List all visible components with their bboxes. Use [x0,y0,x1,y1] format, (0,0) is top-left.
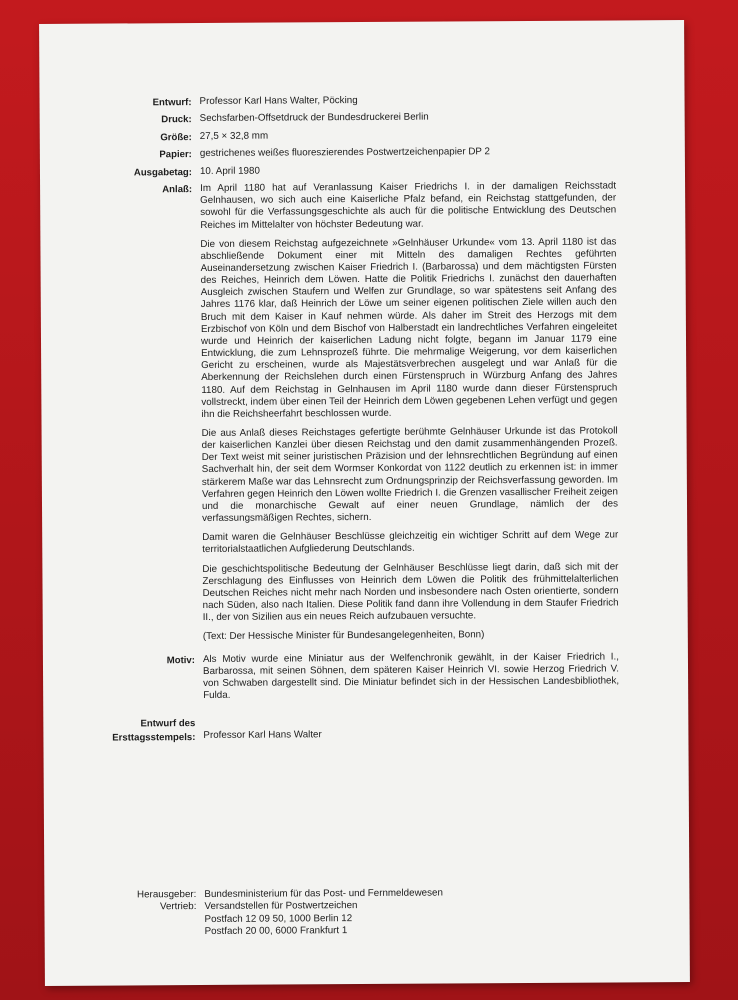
druck-value: Sechsfarben-Offsetdruck der Bundesdruckerei Berlin [199,112,429,125]
motiv-paragraph: Als Motiv wurde eine Miniatur aus der Welfenchronik gewählt, in der Kaiser Friedrich I., Barbarossa, mit seinen Söhnen, dem späteren Kaiser Heinrich VI. sowie Herzog Friedrich V. von Schwaben dargestellt sind. Die Miniatur befindet sich in der Hessischen Landesbibliothek, Fulda. [202,650,620,701]
anlass-paragraph: Die von diesem Reichstag aufgezeichnete »Gelnhäuser Urkunde« vom 13. April 1180 ist das abschließende Dokument einer mit Mitteln des damaligen Rechtes geführten Auseinandersetzung zwischen Kaiser Friedrich I. (Barbarossa) und dem mächtigsten Fürsten des Reiches, Heinrich dem Löwen. Hatte die Politik Friedrichs I. zunächst den dauerhaften Ausgleich zwischen Staufern und Welfen zur Grundlage, so war spätestens seit Anfang des Jahres 1176 klar, daß Heinrich der Löwe um seiner eigenen politischen Ziele willen auch den Bruch mit dem Kaiser in Kauf nehmen würde. Als daher im Streit des Herzogs mit dem Erzbischof von Köln und dem Bischof von Halberstadt ein landrechtliches Verfahren eingeleitet wurde und Heinrich der kaiserlichen Ladung nicht folgte, begann im Januar 1179 eine Entwicklung, die zum Lehnsprozeß führte. Die mehrmalige Weigerung, vor dem kaiserlichen Gericht zu erscheinen, wurde als Majestätsverbrechen ausgelegt und war Anlaß für die Aberkennung der Reichslehen durch einen Fürstenspruch in Würzburg Anfang des Jahres 1180. Auf dem Reichstag in Gelnhausen im April 1180 wurde dann dieser Fürstenspruch vollstreckt, indem über einen Teil der Heinrich dem Löwen gegebenen Lehen verfügt und gegen ihn die Reichsheerfahrt beschlossen wurde. [200,236,618,420]
vertrieb-label: Vertrieb: [159,901,197,913]
document-sheet [39,20,690,986]
anlass-label: Anlaß: [162,184,193,196]
ausgabetag-value: 10. April 1980 [199,165,260,177]
anlass-text [200,180,619,649]
ersttagsstempel-label-line1: Entwurf des [140,718,196,730]
anlass-paragraph: Die geschichtspolitische Bedeutung der Gelnhäuser Beschlüsse liegt darin, daß sich mit der Zerschlagung des Einflusses von Heinrich dem Löwen die Politik des frühmittelalterlichen Deutschen Reiches nicht mehr nach Norden und insbesondere nach Osten orientierte, sondern nach Süden, also nach Italien. Diese Politik fand dann ihre Vollendung in dem Staufer Friedrich II., der von Sizilien aus ein neues Reich aufzubauen versuchte. [202,561,619,624]
row-entwurf [40,93,685,110]
anlass-paragraph: Im April 1180 hat auf Veranlassung Kaiser Friedrichs I. in der damaligen Reichsstadt Gelnhausen, wo sich auch eine Kaiserliche Pfalz befand, ein Reichstag stattgefunden, der sowohl für die Verfassungsgeschichte als auch für die politische Entwicklung des Deutschen Reiches im Mittelalter von höchster Bedeutung war. [200,180,617,231]
herausgeber-label: Herausgeber: [136,889,197,901]
motiv-text [203,651,619,702]
row-anlass [40,180,688,650]
anlass-paragraph: Damit waren die Gelnhäuser Beschlüsse gleichzeitig ein wichtiger Schritt auf dem Wege zur territorialstaatlichen Aufgliederung Deutschlands. [202,529,619,556]
herausgeber-value: Bundesministerium für das Post- und Fernmeldewesen [204,887,443,900]
address-berlin: Postfach 12 09 50, 1000 Berlin 12 [204,912,353,925]
papier-label: Papier: [159,149,192,161]
groesse-value: 27,5 × 32,8 mm [199,130,269,142]
info-table [40,93,689,749]
entwurf-value: Professor Karl Hans Walter, Pöcking [199,95,358,108]
druck-label: Druck: [161,114,192,126]
motiv-label: Motiv: [166,654,195,666]
ausgabetag-label: Ausgabetag: [133,166,193,179]
row-druck [40,110,685,127]
ersttagsstempel-label-line2: Ersttagsstempels: [112,731,196,744]
row-papier [40,145,685,162]
ersttagsstempel-value: Professor Karl Hans Walter [203,729,322,742]
vertrieb-value: Versandstellen für Postwertzeichen [204,900,358,913]
publisher-footer [44,886,689,939]
anlass-source: (Text: Der Hessische Minister für Bundesangelegenheiten, Bonn) [202,629,485,643]
ersttagsstempel-label [43,716,195,745]
row-groesse [40,128,685,145]
footer-address-frankfurt [45,923,690,939]
anlass-paragraph: Die aus Anlaß dieses Reichstages gefertigte berühmte Gelnhäuser Urkunde ist das Protokoll der kaiserlichen Kanzlei über diesen Reichstag und den damit zusammenhängenden Prozeß. Der Text weist mit seiner juristischen Präzision und der lehnsrechtlichen Begründung auf einen Sachverhalt hin, der seit dem Wormser Konkordat von 1122 deutlich zu erkennen ist: in immer stärkerem Maße war das Lehnsrecht zum Ordnungsprinzip der Reichsverfassung geworden. Im Verfahren gegen Heinrich den Löwen wollte Friedrich I. die Grenzen vasallischer Freiheit zeigen und die monarchische Gewalt auf einer neuen Grundlage, nämlich der des verfassungsmäßigen Rechtes, sichern. [201,425,619,525]
groesse-label: Größe: [160,131,192,144]
row-ausgabetag [40,163,685,180]
row-ersttagsstempel [43,713,688,745]
address-frankfurt: Postfach 20 00, 6000 Frankfurt 1 [204,925,348,937]
papier-value: gestrichenes weißes fluoreszierendes Postwertzeichenpapier DP 2 [199,146,490,160]
entwurf-label: Entwurf: [152,97,192,109]
row-motiv [43,651,688,704]
